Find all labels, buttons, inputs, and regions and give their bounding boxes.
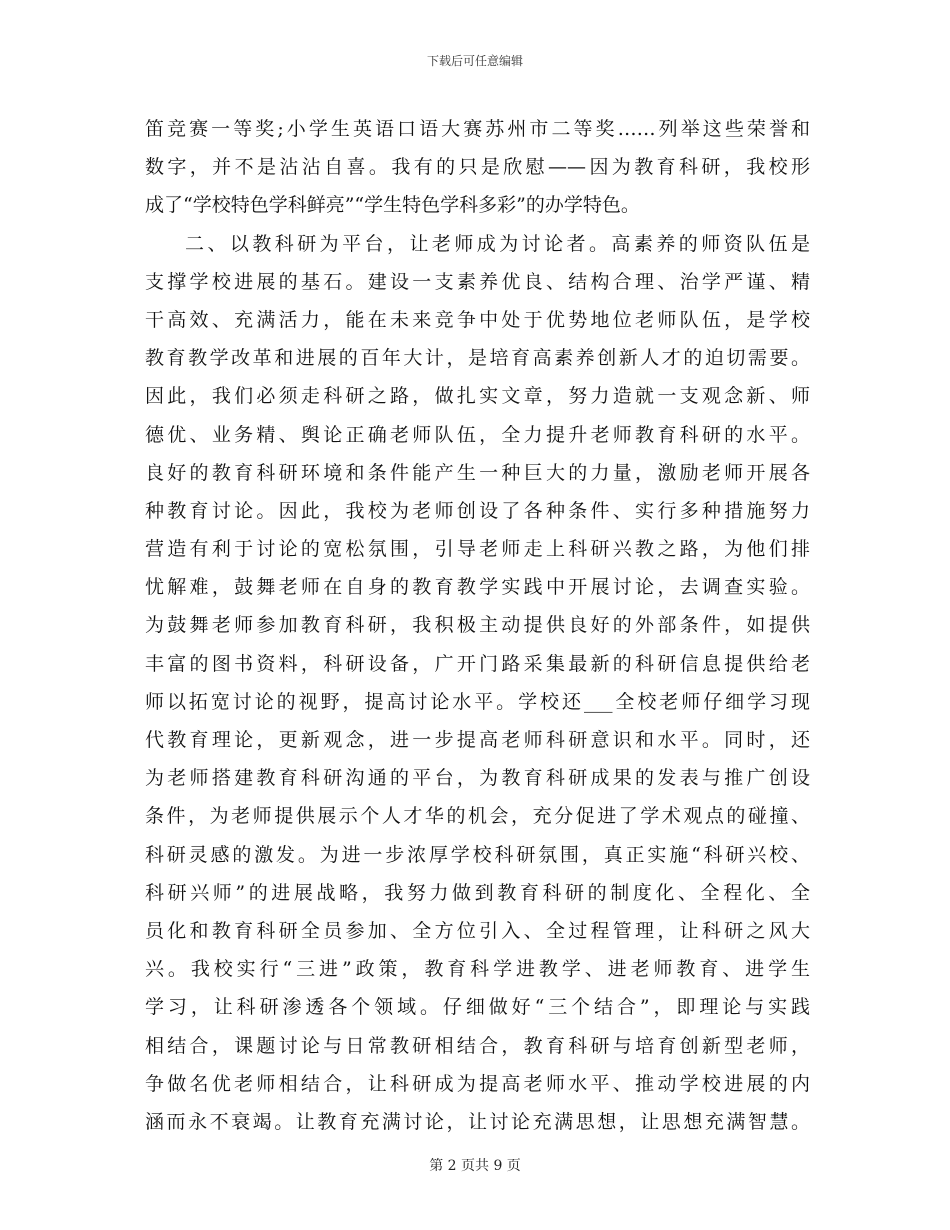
text-line: 科研兴师”的进展战略，我努力做到教育科研的制度化、全程化、全 bbox=[145, 881, 810, 904]
text-line: 德优、业务精、舆论正确老师队伍，全力提升老师教育科研的水平。 bbox=[145, 423, 810, 446]
text-line: 代教育理论，更新观念，进一步提高老师科研意识和水平。同时，还 bbox=[145, 729, 810, 751]
text-line: 良好的教育科研环境和条件能产生一种巨大的力量，激励老师开展各 bbox=[145, 461, 810, 484]
text-line: 涵而永不衰竭。让教育充满讨论，让讨论充满思想，让思想充满智慧。 bbox=[145, 1110, 810, 1133]
text-line: 丰富的图书资料，科研设备，广开门路采集最新的科研信息提供给老 bbox=[145, 652, 810, 675]
text-line: 员化和教育科研全员参加、全方位引入、全过程管理，让科研之风大 bbox=[145, 919, 810, 942]
text-line: 数字，并不是沾沾自喜。我有的只是欣慰——因为教育科研，我校形 bbox=[145, 156, 810, 179]
text-line: 为老师搭建教育科研沟通的平台，为教育科研成果的发表与推广创设 bbox=[145, 767, 810, 790]
text-line: 相结合，课题讨论与日常教研相结合，教育科研与培育创新型老师， bbox=[145, 1034, 810, 1057]
text-line: 支撑学校进展的基石。建设一支素养优良、结构合理、治学严谨、精 bbox=[145, 270, 810, 293]
body-text bbox=[145, 110, 810, 1141]
text-line: 营造有利于讨论的宽松氛围，引导老师走上科研兴教之路，为他们排 bbox=[145, 538, 810, 561]
text-line: 条件，为老师提供展示个人才华的机会，充分促进了学术观点的碰撞、 bbox=[145, 805, 810, 828]
text-line: 争做名优老师相结合，让科研成为提高老师水平、推动学校进展的内 bbox=[145, 1072, 810, 1095]
text-line: 忧解难，鼓舞老师在自身的教育教学实践中开展讨论，去调查实验。 bbox=[145, 576, 810, 599]
text-line: 科研灵感的激发。为进一步浓厚学校科研氛围，真正实施“科研兴校、 bbox=[145, 843, 810, 866]
text-line: 为鼓舞老师参加教育科研，我积极主动提供良好的外部条件，如提供 bbox=[145, 614, 810, 637]
page-header: 下载后可任意编辑 bbox=[426, 54, 523, 68]
text-line: 因此，我们必须走科研之路，做扎实文章，努力造就一支观念新、师 bbox=[145, 385, 810, 408]
text-line: 种教育讨论。因此，我校为老师创设了各种条件、实行多种措施努力 bbox=[145, 499, 810, 522]
text-line: 二、以教科研为平台，让老师成为讨论者。高素养的师资队伍是 bbox=[185, 232, 810, 255]
text-line: 兴。我校实行“三进”政策，教育科学进教学、进老师教育、进学生 bbox=[145, 958, 810, 981]
text-line: 师以拓宽讨论的视野，提高讨论水平。学校还___全校老师仔细学习现 bbox=[145, 690, 810, 713]
page-number: 第 2 页共 9 页 bbox=[429, 1158, 521, 1174]
text-line: 笛竞赛一等奖;小学生英语口语大赛苏州市二等奖……列举这些荣誉和 bbox=[145, 118, 810, 140]
text-line: 干高效、充满活力，能在未来竞争中处于优势地位老师队伍，是学校 bbox=[145, 308, 810, 331]
text-line: 学习，让科研渗透各个领域。仔细做好“三个结合”，即理论与实践 bbox=[145, 996, 810, 1019]
text-line: 成了“学校特色学科鲜亮”“学生特色学科多彩”的办学特色。 bbox=[145, 194, 640, 217]
text-line: 教育教学改革和进展的百年大计，是培育高素养创新人才的迫切需要。 bbox=[145, 347, 810, 370]
